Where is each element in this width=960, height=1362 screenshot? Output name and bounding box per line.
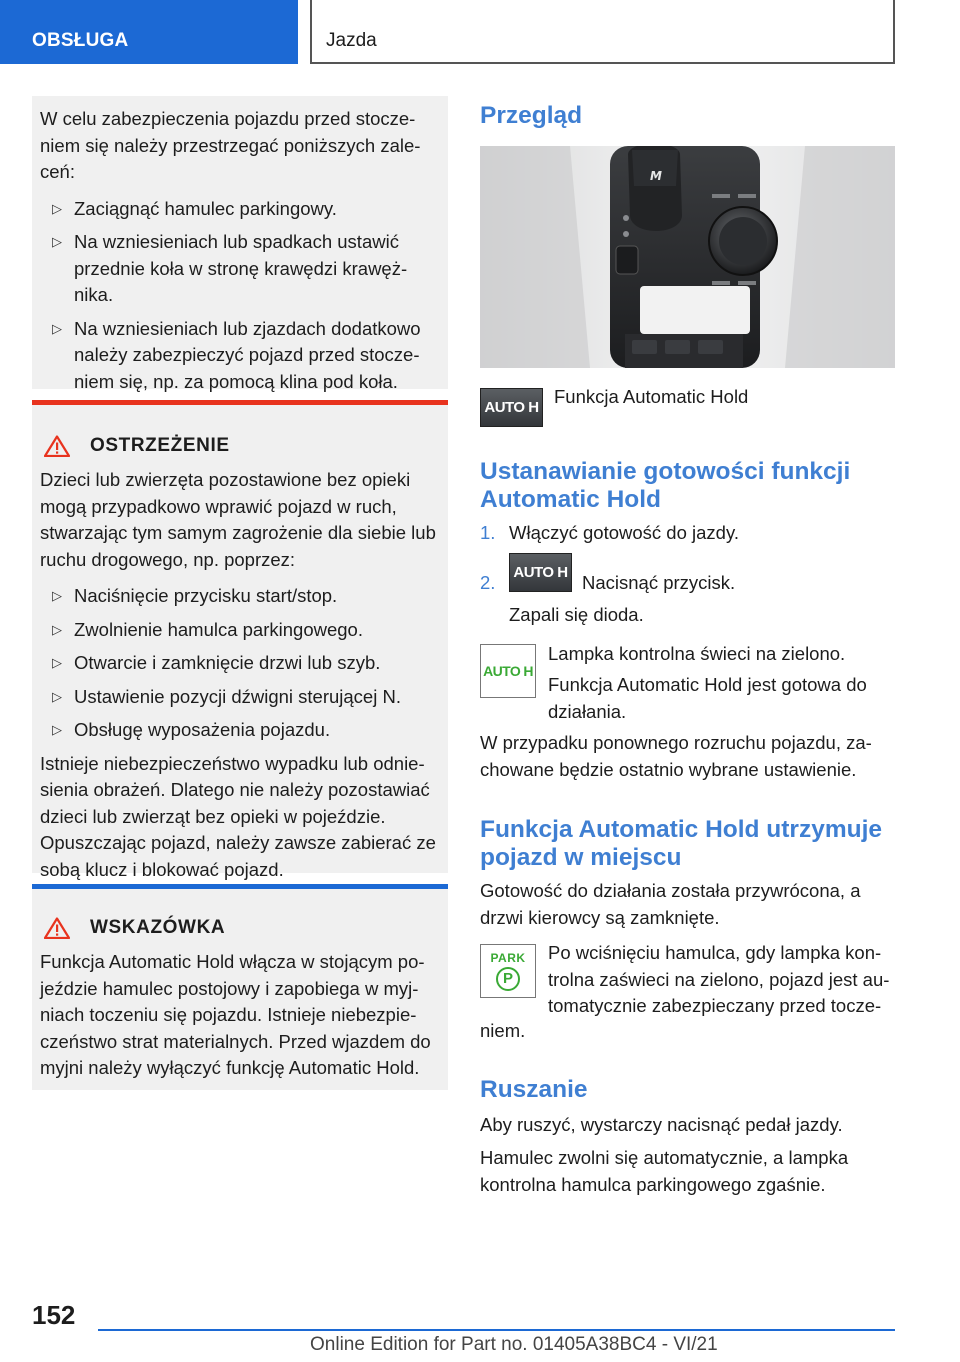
list-item: ▷ Obsługę wyposażenia pojazdu. [40,717,438,744]
bullet-triangle-icon: ▷ [52,621,62,637]
note-text: Funkcja Automatic Hold włącza w stojącym po- jeździe hamulec postojowy i zapobiega w myj- niach toczeniu się pojazdu. Istnieje niebezpie- czeństwo strat materialnych. Przed wjazdem do myjni należy wyłączyć funkcję Automatic Hold. [40,951,431,1078]
page-number: 152 [32,1300,76,1330]
bullet-triangle-icon: ▷ [52,200,62,216]
bullet-triangle-icon: ▷ [52,234,62,249]
list-item: ▷ Na wzniesieniach lub zjazdach dodatkowo należy zabezpieczyć pojazd przed stocze- niem się, np. za pomocą klina pod koła. [52,317,421,392]
lamp-text-2: Funkcja Automatic Hold jest gotowa do działania. [548,674,867,722]
bullet-triangle-icon: ▷ [52,655,62,670]
warning-title: OSTRZEŻENIE [40,433,438,459]
note-box [32,884,448,1090]
drive-off-heading: Ruszanie [480,1076,588,1103]
bullet-triangle-icon: ▷ [52,588,62,603]
footer-divider [98,1329,895,1331]
intro-bullet-list [40,196,438,396]
park-indicator-icon: PARK P [480,944,536,998]
chapter-title: Jazda [310,0,895,64]
bullet-triangle-icon: ▷ [52,722,62,737]
park-circle-icon: P [496,967,520,991]
step-1-text: Włączyć gotowość do jazdy. [509,522,739,543]
footer-edition: Online Edition for Part no. 01405A38BC4 - VI/21 [310,1334,718,1355]
step-number: 1. [480,522,496,543]
restart-text: W przypadku ponownego rozruchu pojazdu, za- chowane będzie ostatnio wybrane ustawienie. [480,732,872,780]
note-title: WSKAZÓWKA [40,915,438,941]
drive-off-text-1: Aby ruszyć, wystarczy nacisnąć pedał jazdy. [480,1114,843,1135]
step-number: 2. [480,572,496,593]
intro-text: W celu zabezpieczenia pojazdu przed stocze- niem się należy przestrzegać poniższych zale- ceń: [40,108,421,182]
hold-heading: Funkcja Automatic Hold utrzymuje pojazd w miejscu [480,816,883,871]
drive-off-text-2: Hamulec zwolni się automatycznie, a lampka kontrolna hamulca parkingowego zgaśnie. [480,1147,849,1195]
list-item: ▷ Zwolnienie hamulca parkingowego. [40,617,438,644]
step-2-text: Nacisnąć przycisk. [582,572,736,593]
warning-outro: Istnieje niebezpieczeństwo wypadku lub odnie- sienia obrażeń. Dlatego nie należy pozostawiać dzieci lub zwierząt bez opieki w pojeździe. Opuszczając pojazd, należy zawsze zabierać ze sobą klucz i blokować pojazd. [40,752,436,880]
svg-text:M: M [650,169,662,183]
auto-hold-indicator-icon: AUTO H [480,644,536,698]
warning-bullet-list [40,583,438,744]
intro-box [32,96,448,392]
auto-hold-button-icon: AUTO H [480,388,543,427]
bullet-triangle-icon: ▷ [52,320,62,336]
list-item: ▷ Zaciągnąć hamulec parkingowy. [40,196,438,223]
list-item: ▷ Na wzniesieniach lub spadkach ustawić przednie koła w stronę krawędzi krawęż- nika. [52,231,408,305]
list-item: ▷ Ustawienie pozycji dźwigni sterującej N. [40,684,438,711]
overview-heading: Przegląd [480,102,583,129]
list-item: ▷ Naciśnięcie przycisku start/stop. [40,583,438,610]
activate-heading: Ustanawianie gotowości funkcji Automatic Hold [480,458,851,513]
overview-caption: Funkcja Automatic Hold [554,386,749,407]
hold-text: Gotowość do działania została przywrócona, a drzwi kierowcy są zamknięte. [480,880,861,928]
bullet-triangle-icon: ▷ [52,688,62,704]
note-triangle-icon [44,917,70,939]
center-console-photo [480,146,895,368]
section-tab: OBSŁUGA [0,0,298,64]
warning-triangle-icon [44,435,70,457]
step-2-result: Zapali się dioda. [509,604,644,625]
lamp-text-1: Lampka kontrolna świeci na zielono. [548,643,846,664]
auto-hold-button-icon: AUTO H [509,553,572,592]
park-text: Po wciśnięciu hamulca, gdy lampka kon- trolna zaświeci na zielono, pojazd jest au- tomatycznie zabezpieczany przed tocze- [548,942,890,1016]
warning-intro: Dzieci lub zwierzęta pozostawione bez opieki mogą przypadkowo wprawić pojazd w ruch, stwarzając tym samym zagrożenie dla siebie lub ruchu drogowego, np. poprzez: [40,469,436,570]
park-text-last: niem. [480,1020,526,1041]
warning-box [32,400,448,880]
list-item: ▷ Otwarcie i zamknięcie drzwi lub szyb. [40,650,438,677]
